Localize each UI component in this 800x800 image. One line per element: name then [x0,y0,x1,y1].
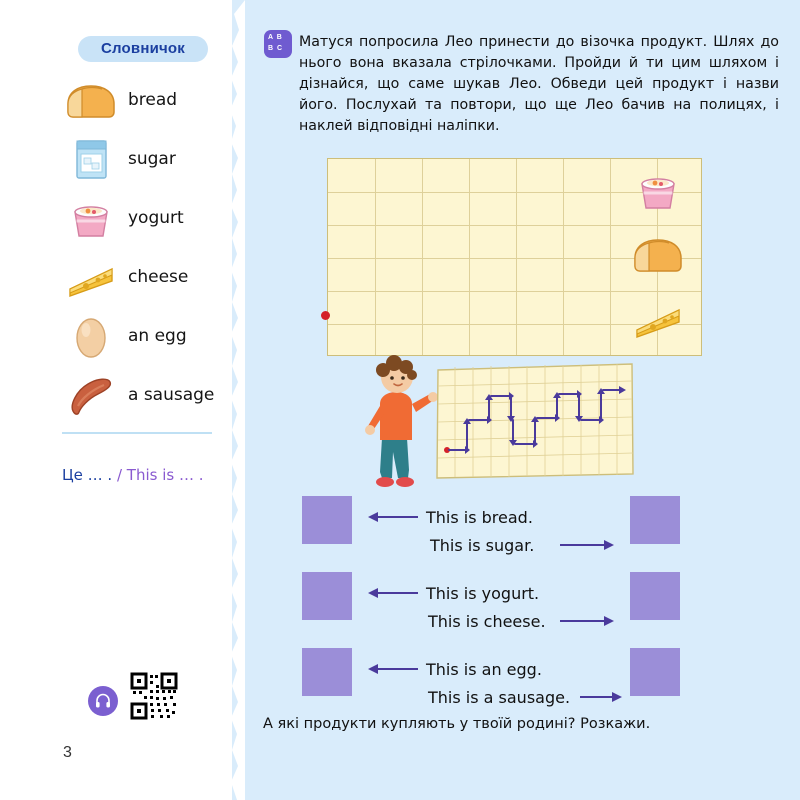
phrase-english: This is … . [126,466,204,484]
sidebar-divider [62,432,212,434]
headphones-icon[interactable] [88,686,118,716]
yogurt-cup-icon [627,164,689,216]
vocabulary-word: cheese [128,266,189,287]
vocabulary-word: a sausage [128,384,215,405]
cheese-wedge-icon [60,251,122,303]
sentence-this-is-cheese: This is cheese. [428,612,546,631]
arrow-left-icon [366,510,420,524]
sticker-placeholder[interactable] [302,572,352,620]
sentence-this-is-yogurt: This is yogurt. [426,584,540,603]
cheese-wedge-icon [627,292,689,344]
arrow-right-icon [578,690,624,704]
arrow-path-grid [435,362,635,480]
phrase-model [62,466,204,484]
yogurt-cup-icon [60,192,122,244]
phrase-ukrainian: Це … . [62,466,113,484]
sticker-placeholder[interactable] [630,648,680,696]
list-item [60,247,240,306]
sentence-this-is-sugar: This is sugar. [430,536,535,555]
sticker-placeholder[interactable] [302,648,352,696]
list-item [60,365,240,424]
vocabulary-word: bread [128,89,178,110]
qr-code-icon[interactable] [130,672,178,720]
bread-icon [60,74,122,126]
vocabulary-word: an egg [128,325,187,346]
boy-pointing-icon [352,352,442,492]
sentence-this-is-an-egg: This is an egg. [426,660,542,679]
arrow-left-icon [366,586,420,600]
vocabulary-sidebar [0,0,232,800]
task-instruction: Матуся попросила Лео принести до візочка продукт. Шлях до нього вона вказала стрілочками. Пройди й ти цим шляхом і дізнайся, що саме шукав Лео. Обведи цей продукт і назви його. Послухай та повтори, що ще Лео бачив на полицях, і наклей відповідні наліпки. [299,34,779,134]
abc-blocks-icon: A B B C [264,30,292,58]
vocabulary-list [60,70,240,424]
maze-start-dot [321,311,330,320]
sticker-placeholder[interactable] [630,572,680,620]
sticker-placeholder[interactable] [630,496,680,544]
sentence-this-is-a-sausage: This is a sausage. [428,688,571,707]
list-item [60,188,240,247]
list-item [60,306,240,365]
arrow-left-icon [366,662,420,676]
vocabulary-title: Словничок [78,36,208,62]
bread-icon [627,228,689,280]
sausage-icon [60,369,122,421]
arrow-right-icon [558,614,616,628]
phrase-separator: / [112,466,127,484]
sticker-placeholder[interactable] [302,496,352,544]
vocabulary-word: sugar [128,148,176,169]
footer-question: А які продукти купляють у твоїй родині? Розкажи. [263,716,651,732]
egg-icon [60,310,122,362]
arrow-right-icon [558,538,616,552]
sentence-this-is-bread: This is bread. [426,508,533,527]
list-item [60,70,240,129]
sugar-box-icon [60,133,122,185]
list-item [60,129,240,188]
torn-edge-decoration [225,0,245,800]
vocabulary-word: yogurt [128,207,184,228]
page-number: 3 [63,744,72,761]
